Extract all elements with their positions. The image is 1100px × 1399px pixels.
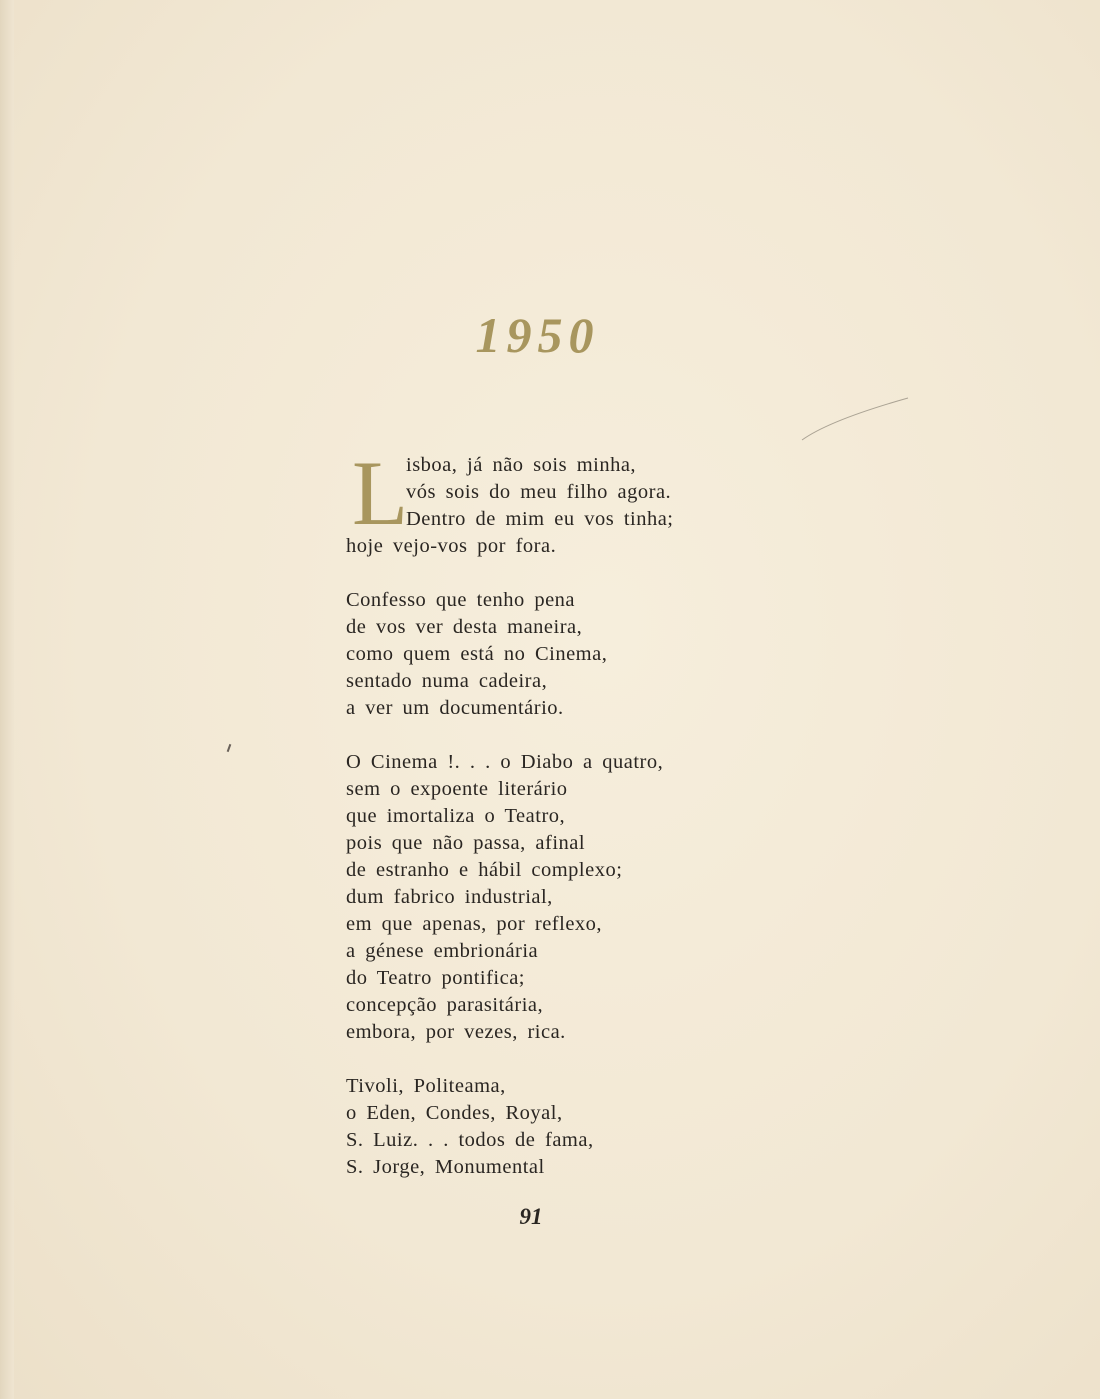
poem-body — [346, 442, 766, 1208]
poem-line: pois que não passa, afinal — [346, 832, 586, 854]
poem-line: do Teatro pontifica; — [346, 967, 525, 989]
page-number: 91 — [519, 1204, 543, 1229]
poem-line: sem o expoente literário — [346, 778, 568, 800]
poem-line: O Cinema !. . . o Diabo a quatro, — [346, 751, 664, 773]
poem-line: que imortaliza o Teatro, — [346, 805, 566, 827]
poem-line: como quem está no Cinema, — [346, 643, 608, 665]
poem-line: de vos ver desta maneira, — [346, 616, 583, 638]
poem-line: sentado numa cadeira, — [346, 670, 548, 692]
poem-line: a ver um documentário. — [346, 697, 564, 719]
poem-line: isboa, já não sois minha, — [406, 454, 637, 476]
poem-line: S. Jorge, Monumental — [346, 1156, 545, 1178]
poem-line: Confesso que tenho pena — [346, 589, 576, 611]
poem-line: dum fabrico industrial, — [346, 886, 553, 908]
stanza-4 — [346, 1073, 766, 1181]
drop-cap: L — [352, 442, 409, 544]
poem-line: o Eden, Condes, Royal, — [346, 1102, 563, 1124]
poem-title: 1950 — [475, 307, 600, 363]
paper-speck — [227, 744, 232, 752]
poem-line: hoje vejo-vos por fora. — [346, 535, 557, 557]
paper-scratch-mark — [800, 392, 910, 452]
poem-line: vós sois do meu filho agora. — [406, 481, 672, 503]
poem-line: em que apenas, por reflexo, — [346, 913, 603, 935]
stanza-3 — [346, 749, 766, 1046]
stanza-1 — [346, 442, 766, 560]
poem-line: concepção parasitária, — [346, 994, 544, 1016]
poem-line: Dentro de mim eu vos tinha; — [406, 508, 674, 530]
stanza-2 — [346, 587, 766, 722]
poem-line: a génese embrionária — [346, 940, 539, 962]
poem-line: de estranho e hábil complexo; — [346, 859, 623, 881]
poem-line: Tivoli, Politeama, — [346, 1075, 506, 1097]
poem-line: embora, por vezes, rica. — [346, 1021, 566, 1043]
page-edge — [0, 0, 14, 1399]
poem-line: S. Luiz. . . todos de fama, — [346, 1129, 594, 1151]
